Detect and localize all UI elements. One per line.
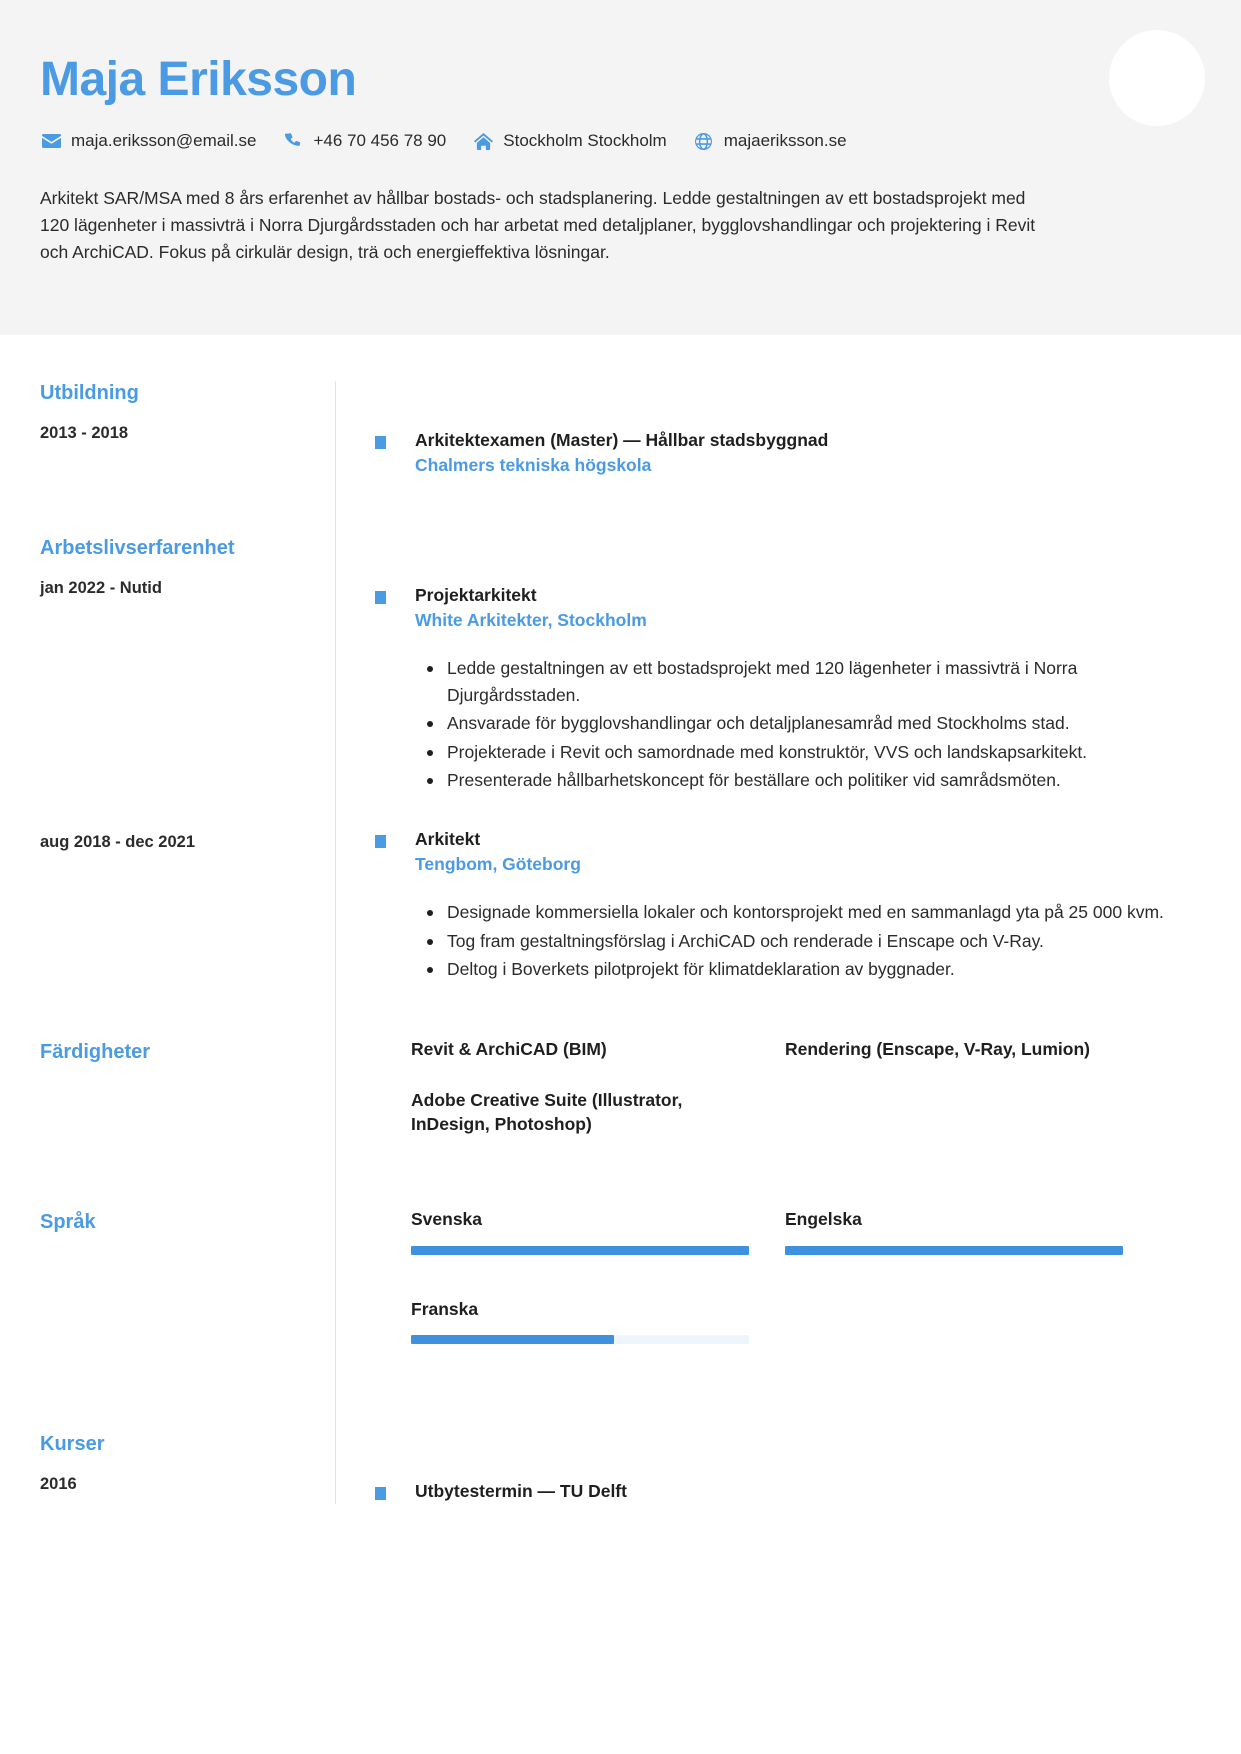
language-level-fill: [785, 1246, 1123, 1255]
resume-body: [0, 381, 1241, 1504]
list-item: Ansvarade för bygglovshandlingar och detaljplanesamråd med Stockholms stad.: [415, 710, 1201, 737]
section-experience-2: [40, 828, 1201, 985]
skills-column-left: [411, 1037, 749, 1164]
envelope-icon: [40, 131, 62, 151]
experience-label-col-2: [40, 828, 335, 853]
skill-item: Adobe Creative Suite (Illustrator, InDesign, Photoshop): [411, 1089, 683, 1135]
experience-bullets-2: [415, 899, 1201, 983]
experience-entry-org-1: White Arkitekter, Stockholm: [415, 609, 647, 630]
home-icon: [472, 131, 494, 151]
skills-label-col: [40, 1037, 335, 1064]
contact-phone[interactable]: [282, 131, 446, 151]
languages-column-right: [785, 1207, 1123, 1372]
languages-label-col: [40, 1207, 335, 1234]
section-title-courses: Kurser: [40, 1433, 105, 1456]
entry-marker-icon: [375, 591, 386, 604]
page-title: Maja Eriksson: [40, 53, 357, 106]
language-level-fill: [411, 1335, 614, 1344]
languages-content-col: [335, 1207, 1201, 1372]
courses-entry-title: Utbytestermin — TU Delft: [415, 1481, 627, 1502]
entry-marker-icon: [375, 835, 386, 848]
skills-columns: [375, 1037, 1201, 1164]
list-item: Tog fram gestaltningsförslag i ArchiCAD och renderade i Enscape och V-Ray.: [415, 928, 1201, 955]
contact-email[interactable]: [40, 131, 256, 151]
contact-location[interactable]: [472, 131, 666, 151]
experience-entry-title-1: Projektarkitekt: [415, 585, 537, 605]
courses-content-col: [335, 1432, 1201, 1504]
experience-date-2: aug 2018 - dec 2021: [40, 832, 196, 851]
language-svenska: [411, 1207, 749, 1255]
contact-row: [40, 131, 1201, 151]
education-content-col: [335, 381, 1201, 478]
skills-column-right: [785, 1037, 1123, 1164]
languages-columns: [375, 1207, 1201, 1372]
list-item: Presenterade hållbarhetskoncept för beställare och politiker vid samrådsmöten.: [415, 767, 1201, 794]
education-entry: [375, 429, 1201, 478]
experience-content-col-1: [335, 536, 1201, 796]
experience-entry-title-2: Arkitekt: [415, 828, 481, 849]
language-name: Engelska: [785, 1209, 862, 1230]
education-entry-org: Chalmers tekniska högskola: [415, 454, 652, 475]
language-name: Franska: [411, 1298, 479, 1319]
skill-item: Revit & ArchiCAD (BIM): [411, 1038, 607, 1059]
contact-website[interactable]: [693, 131, 847, 151]
entry-marker-icon: [375, 1487, 386, 1500]
resume-header: [0, 0, 1241, 335]
experience-bullets-1: [415, 655, 1201, 794]
skills-content-col: [335, 1037, 1201, 1164]
language-name: Svenska: [411, 1209, 483, 1230]
contact-email-text: maja.eriksson@email.se: [71, 131, 257, 151]
globe-icon: [693, 131, 715, 151]
section-title-experience: Arbetslivserfarenhet: [40, 537, 235, 559]
section-education: [40, 381, 1201, 478]
language-engelska: [785, 1207, 1123, 1255]
section-courses: [40, 1432, 1201, 1504]
courses-label-col: [40, 1432, 335, 1495]
experience-content-col-2: [335, 828, 1201, 985]
section-title-languages: Språk: [40, 1211, 96, 1234]
section-experience: [40, 536, 1201, 796]
avatar: [1109, 30, 1205, 126]
skill-item: Rendering (Enscape, V-Ray, Lumion): [785, 1038, 1091, 1059]
section-title-education: Utbildning: [40, 382, 139, 404]
contact-location-text: Stockholm Stockholm: [503, 131, 667, 151]
education-date: 2013 - 2018: [40, 424, 129, 442]
list-item: Deltog i Boverkets pilotprojekt för klimatdeklaration av byggnader.: [415, 956, 1201, 983]
education-label-col: [40, 381, 335, 444]
section-skills: [40, 1037, 1201, 1164]
summary-text: Arkitekt SAR/MSA med 8 års erfarenhet av hållbar bostads- och stadsplanering. Ledde gestaltningen av ett bostadsprojekt med 120 lägenheter i massivträ i Norra Djurgårdsstaden och har arbetat med detaljplaner, bygglovshandlingar och projektering i Revit och ArchiCAD. Fokus på cirkulär design, trä och energieffektiva lösningar.: [40, 188, 1036, 263]
language-level-bar: [785, 1246, 1123, 1255]
language-franska: [411, 1297, 749, 1345]
phone-icon: [282, 131, 304, 151]
list-item: Projekterade i Revit och samordnade med konstruktör, VVS och landskapsarkitekt.: [415, 739, 1201, 766]
experience-entry-2: [375, 828, 1201, 983]
experience-label-col: [40, 536, 335, 599]
contact-website-text: majaeriksson.se: [723, 131, 847, 151]
entry-marker-icon: [375, 436, 386, 449]
experience-entry-1: [375, 584, 1201, 794]
language-level-bar: [411, 1335, 749, 1344]
section-title-skills: Färdigheter: [40, 1040, 151, 1063]
experience-entry-org-2: Tengbom, Göteborg: [415, 853, 581, 874]
contact-phone-text: +46 70 456 78 90: [313, 131, 447, 151]
section-languages: [40, 1207, 1201, 1372]
list-item: Designade kommersiella lokaler och kontorsprojekt med en sammanlagd yta på 25 000 kvm.: [415, 899, 1201, 926]
language-level-bar: [411, 1246, 749, 1255]
courses-entry: [375, 1480, 1201, 1504]
education-entry-title: Arkitektexamen (Master) — Hållbar stadsbyggnad: [415, 430, 829, 450]
courses-date: 2016: [40, 1475, 77, 1494]
language-level-fill: [411, 1246, 749, 1255]
list-item: Ledde gestaltningen av ett bostadsprojekt med 120 lägenheter i massivträ i Norra Djurgårdsstaden.: [415, 655, 1201, 708]
languages-column-left: [411, 1207, 749, 1372]
experience-date-1: jan 2022 - Nutid: [40, 579, 162, 597]
